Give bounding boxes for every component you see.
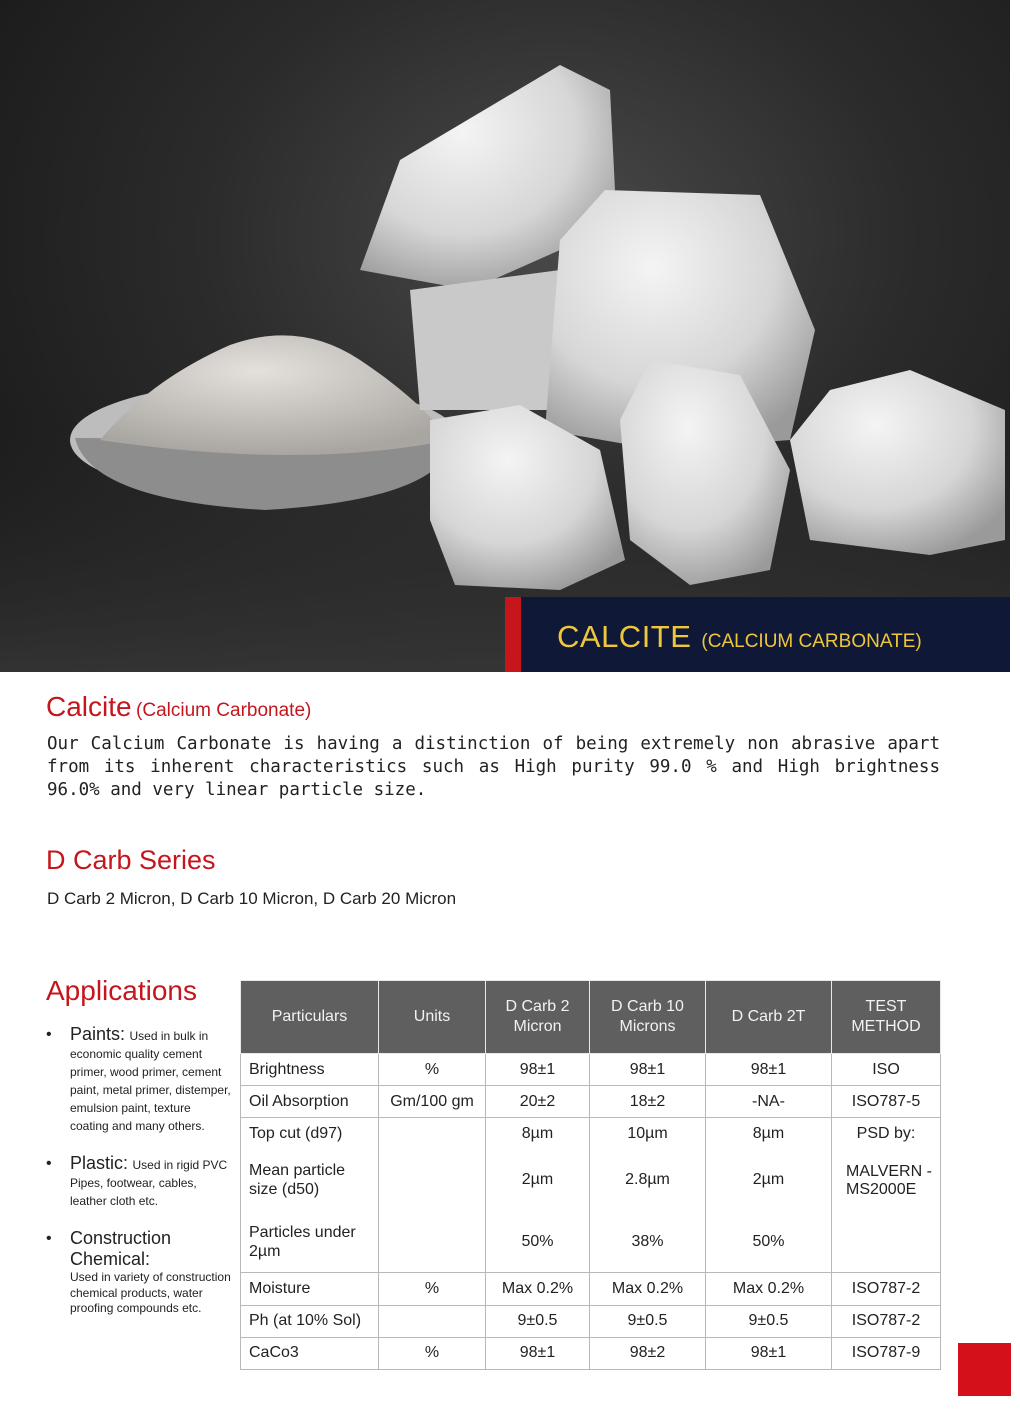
applications-list bbox=[46, 1024, 231, 1335]
specifications-table bbox=[240, 980, 941, 1370]
table-header-row bbox=[241, 981, 941, 1054]
table-cell: 38% bbox=[590, 1211, 706, 1273]
application-name: Construction Chemical: bbox=[70, 1228, 172, 1269]
table-row bbox=[241, 1305, 941, 1337]
intro-paragraph: Our Calcium Carbonate is having a distinction of being extremely non abrasive apart from its inherent characteristics such as High purity 99.0 % and High brightness 96.0% and very linear particle size. bbox=[47, 734, 940, 800]
applications-heading: Applications bbox=[46, 975, 197, 1006]
table-cell bbox=[379, 1118, 486, 1273]
hero-photo bbox=[0, 0, 1010, 672]
table-row bbox=[241, 1337, 941, 1369]
table-cell: ISO bbox=[832, 1054, 941, 1086]
table-cell: Max 0.2% bbox=[590, 1273, 706, 1305]
table-cell: 98±1 bbox=[486, 1337, 590, 1369]
table-cell: Top cut (d97) bbox=[241, 1118, 379, 1149]
application-desc: Used in bulk in economic quality cement primer, wood primer, cement paint, metal primer, distemper, emulsion paint, texture coating and many others. bbox=[70, 1029, 231, 1133]
application-desc: Used in rigid PVC Pipes, footwear, cables, leather cloth etc. bbox=[70, 1158, 228, 1208]
table-row bbox=[241, 1054, 941, 1086]
table-cell: MALVERN - MS2000E bbox=[832, 1149, 941, 1272]
table-cell: 2µm bbox=[706, 1149, 832, 1210]
table-cell: 8µm bbox=[706, 1118, 832, 1149]
application-desc: Used in variety of construction chemical products, water proofing compounds etc. bbox=[70, 1270, 231, 1315]
application-name: Plastic: bbox=[70, 1153, 129, 1173]
title-main: CALCITE bbox=[557, 619, 692, 654]
table-cell: ISO787-2 bbox=[832, 1273, 941, 1305]
table-row bbox=[241, 1118, 941, 1149]
header-units: Units bbox=[379, 981, 486, 1054]
series-text: D Carb 2 Micron, D Carb 10 Micron, D Carb 20 Micron bbox=[47, 889, 457, 908]
table-cell: 20±2 bbox=[486, 1086, 590, 1118]
table-cell: 9±0.5 bbox=[706, 1305, 832, 1337]
table-cell: CaCo3 bbox=[241, 1337, 379, 1369]
table-cell: 2µm bbox=[486, 1149, 590, 1210]
table-row bbox=[241, 1273, 941, 1305]
table-cell: 8µm bbox=[486, 1118, 590, 1149]
title-banner-accent bbox=[505, 597, 521, 672]
series-heading: D Carb Series bbox=[46, 845, 216, 875]
corner-accent-square bbox=[958, 1343, 1011, 1396]
application-item bbox=[46, 1228, 231, 1317]
table-cell: -NA- bbox=[706, 1086, 832, 1118]
title-sub: (CALCIUM CARBONATE) bbox=[701, 631, 922, 652]
header-dcarb-2-micron: D Carb 2 Micron bbox=[486, 981, 590, 1054]
table-cell: 98±2 bbox=[590, 1337, 706, 1369]
table-cell: 98±1 bbox=[706, 1054, 832, 1086]
table-cell: Gm/100 gm bbox=[379, 1086, 486, 1118]
table-cell: Max 0.2% bbox=[486, 1273, 590, 1305]
table-cell: % bbox=[379, 1337, 486, 1369]
intro-heading-sub: (Calcium Carbonate) bbox=[136, 700, 312, 721]
table-cell: Brightness bbox=[241, 1054, 379, 1086]
table-cell: 9±0.5 bbox=[486, 1305, 590, 1337]
application-item bbox=[46, 1153, 231, 1210]
table-cell: 50% bbox=[706, 1211, 832, 1273]
bullet-icon: • bbox=[46, 1155, 52, 1172]
intro-heading bbox=[46, 691, 311, 723]
bullet-icon: • bbox=[46, 1026, 52, 1043]
table-cell: 50% bbox=[486, 1211, 590, 1273]
table-cell bbox=[379, 1305, 486, 1337]
table-cell: ISO787-9 bbox=[832, 1337, 941, 1369]
bullet-icon: • bbox=[46, 1230, 52, 1247]
table-cell: Moisture bbox=[241, 1273, 379, 1305]
table-cell: % bbox=[379, 1054, 486, 1086]
application-name: Paints: bbox=[70, 1024, 126, 1044]
table-cell: ISO787-2 bbox=[832, 1305, 941, 1337]
table-cell: 10µm bbox=[590, 1118, 706, 1149]
table-cell: Mean particle size (d50) bbox=[241, 1149, 379, 1210]
header-particulars: Particulars bbox=[241, 981, 379, 1054]
table-cell: 2.8µm bbox=[590, 1149, 706, 1210]
table-cell: 18±2 bbox=[590, 1086, 706, 1118]
rock-right bbox=[790, 370, 1005, 555]
table-cell: 98±1 bbox=[590, 1054, 706, 1086]
table-cell: Ph (at 10% Sol) bbox=[241, 1305, 379, 1337]
intro-heading-main: Calcite bbox=[46, 691, 132, 722]
table-cell: 9±0.5 bbox=[590, 1305, 706, 1337]
table-cell: PSD by: bbox=[832, 1118, 941, 1149]
table-row bbox=[241, 1086, 941, 1118]
table-row bbox=[241, 1149, 941, 1210]
table-cell: ISO787-5 bbox=[832, 1086, 941, 1118]
calcite-rocks-illustration bbox=[0, 0, 1010, 672]
header-dcarb-2t: D Carb 2T bbox=[706, 981, 832, 1054]
table-cell: Oil Absorption bbox=[241, 1086, 379, 1118]
rock-block bbox=[410, 270, 565, 410]
table-cell: Max 0.2% bbox=[706, 1273, 832, 1305]
powder-pile bbox=[100, 335, 450, 455]
table-cell: Particles under 2µm bbox=[241, 1211, 379, 1273]
table-cell: 98±1 bbox=[706, 1337, 832, 1369]
title-banner-text bbox=[557, 619, 922, 655]
table-cell: 98±1 bbox=[486, 1054, 590, 1086]
title-banner bbox=[505, 597, 1010, 672]
application-item bbox=[46, 1024, 231, 1135]
table-cell: % bbox=[379, 1273, 486, 1305]
header-dcarb-10-microns: D Carb 10 Microns bbox=[590, 981, 706, 1054]
header-test-method: TEST METHOD bbox=[832, 981, 941, 1054]
